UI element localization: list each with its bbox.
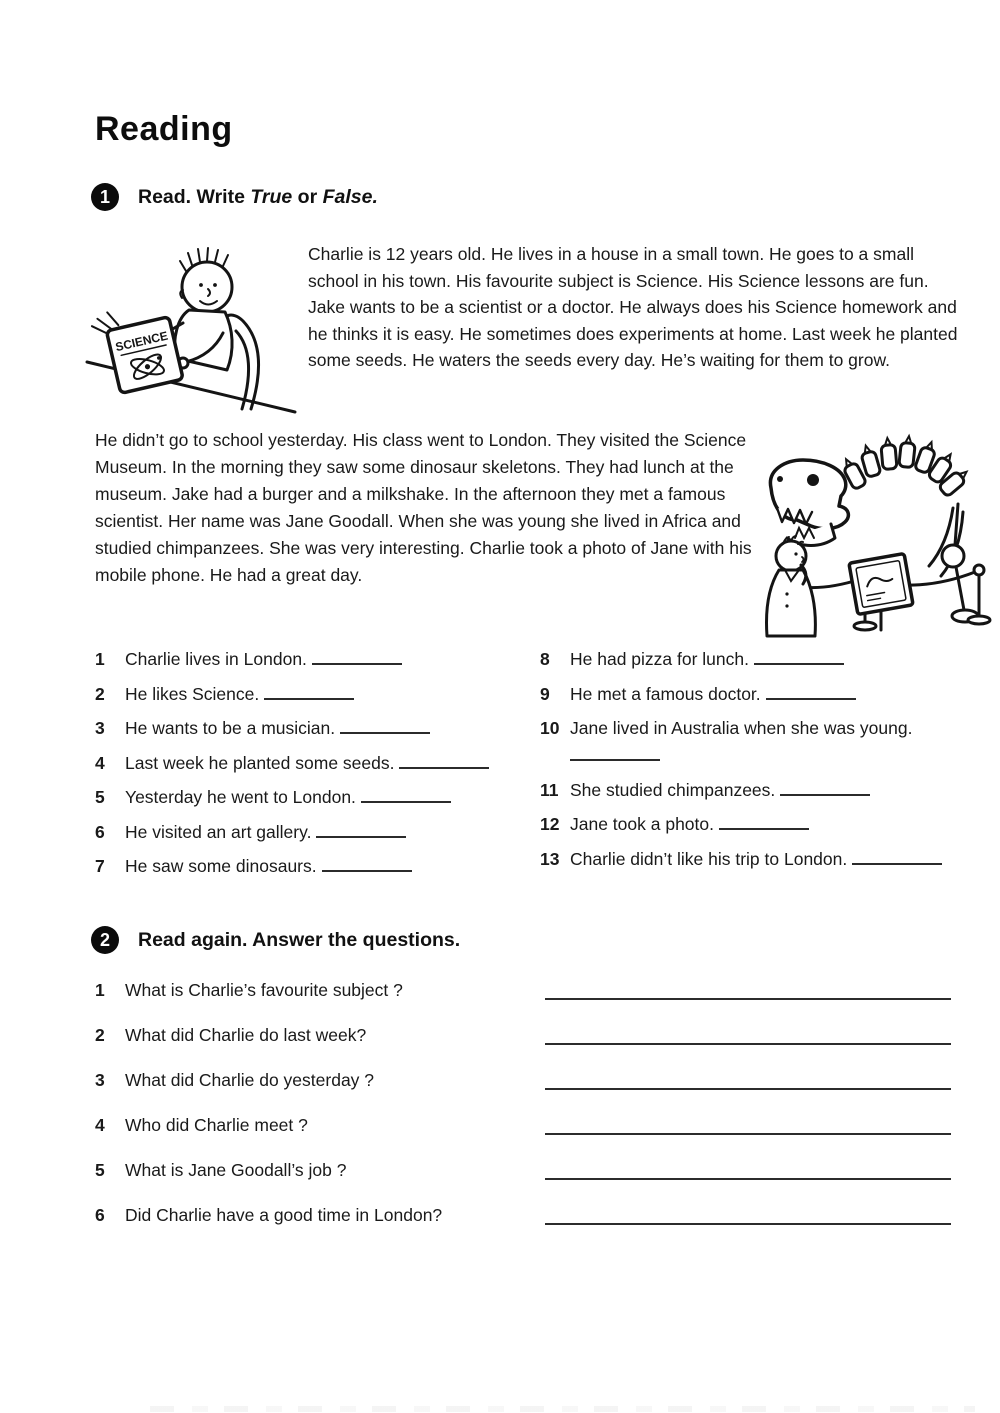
statement: Last week he planted some seeds. xyxy=(125,752,395,773)
tf-item-9 xyxy=(540,681,970,708)
item-number: 10 xyxy=(540,718,560,738)
tf-item-6 xyxy=(95,819,540,846)
info-sign xyxy=(849,554,913,630)
question-number: 6 xyxy=(95,1205,105,1225)
dinosaur-skeleton-icon xyxy=(757,424,995,640)
question-text: What is Jane Goodall’s job ? xyxy=(125,1160,347,1180)
statement: He wants to be a musician. xyxy=(125,718,336,738)
exercise2-number-badge: 2 xyxy=(91,926,119,954)
question-row-1 xyxy=(95,977,951,1004)
page-bottom-artifact xyxy=(150,1406,975,1412)
question-number: 3 xyxy=(95,1070,105,1090)
answer-line[interactable] xyxy=(545,1067,951,1090)
item-text xyxy=(570,681,968,708)
answer-blank[interactable] xyxy=(719,813,809,830)
answer-line[interactable] xyxy=(545,1202,951,1225)
tf-item-7 xyxy=(95,853,540,880)
item-text xyxy=(125,715,520,742)
tf-item-4 xyxy=(95,750,540,777)
exercise1-header xyxy=(91,183,378,211)
instruction-or-word: or xyxy=(297,185,318,208)
statement: Yesterday he went to London. xyxy=(125,787,356,807)
page-title: Reading xyxy=(95,110,233,148)
item-text xyxy=(125,784,520,811)
instruction-text: Read. Write xyxy=(138,185,245,208)
passage-block-1 xyxy=(85,241,958,420)
boy-reading-illustration xyxy=(85,241,297,420)
instruction-true-word: True xyxy=(250,185,293,208)
item-number: 5 xyxy=(95,787,105,807)
item-text xyxy=(125,853,520,880)
exercise1-instruction xyxy=(138,186,378,209)
answer-blank[interactable] xyxy=(754,648,844,665)
exercise2-header xyxy=(91,926,460,954)
true-false-column-left xyxy=(95,646,540,888)
item-number: 6 xyxy=(95,821,105,842)
item-number: 4 xyxy=(95,752,105,773)
question-text: What is Charlie’s favourite subject ? xyxy=(125,980,403,1000)
item-number: 3 xyxy=(95,718,105,738)
answer-blank[interactable] xyxy=(399,752,489,769)
reading-passage-2: He didn’t go to school yesterday. His class went to London. They visited the Science Museum. In the morning they saw some dinosaur skeletons. They had lunch at the museum. Jake had a burger and a milkshake. In the afternoon they met a famous scientist. Her name was Jane Goodall. When she was young she lived in Africa and studied chimpanzees. She was very interesting. Charlie took a photo of Jane with his mobile phone. He had a great day. xyxy=(95,430,752,585)
question-row-2 xyxy=(95,1022,951,1049)
museum-visitor xyxy=(767,536,816,636)
true-false-list xyxy=(95,646,970,888)
item-number: 13 xyxy=(540,848,560,869)
item-text xyxy=(125,681,520,708)
answer-blank[interactable] xyxy=(361,786,451,803)
exercise1-number-badge: 1 xyxy=(91,183,119,211)
question-number: 5 xyxy=(95,1160,105,1180)
answer-blank[interactable] xyxy=(766,683,856,700)
item-text xyxy=(570,811,968,838)
answer-line[interactable] xyxy=(545,1112,951,1135)
question-row-4 xyxy=(95,1112,951,1139)
statement: Jane took a photo. xyxy=(570,814,714,834)
true-false-column-right xyxy=(540,646,970,888)
tf-item-1 xyxy=(95,646,540,673)
question-number: 1 xyxy=(95,980,105,1000)
tf-item-12 xyxy=(540,811,970,838)
question-text: What did Charlie do last week? xyxy=(125,1025,367,1045)
item-number: 1 xyxy=(95,649,105,669)
book-cover-label: SCIENCE xyxy=(114,328,170,355)
statement: He saw some dinosaurs. xyxy=(125,856,317,876)
statement: He had pizza for lunch. xyxy=(570,649,749,669)
answer-line[interactable] xyxy=(545,1157,951,1180)
statement: He met a famous doctor. xyxy=(570,683,761,704)
tf-item-10 xyxy=(540,715,970,769)
answer-blank[interactable] xyxy=(316,821,406,838)
tf-item-2 xyxy=(95,681,540,708)
question-text: Did Charlie have a good time in London? xyxy=(125,1205,443,1225)
answer-blank[interactable] xyxy=(780,779,870,796)
instruction-false-word: False. xyxy=(322,185,378,208)
question-row-3 xyxy=(95,1067,951,1094)
item-number: 7 xyxy=(95,856,105,876)
item-text xyxy=(570,646,968,673)
answer-blank[interactable] xyxy=(340,717,430,734)
question-text: What did Charlie do yesterday ? xyxy=(125,1070,375,1090)
tf-item-5 xyxy=(95,784,540,811)
item-text xyxy=(570,715,968,769)
statement: He likes Science. xyxy=(125,683,260,704)
dino-spine xyxy=(840,435,971,497)
answer-line[interactable] xyxy=(545,1022,951,1045)
statement: Jane lived in Australia when she was young. xyxy=(570,718,913,738)
reading-passage-1: Charlie is 12 years old. He lives in a house in a small town. He goes to a small school in his town. His favourite subject is Science. His Science lessons are fun. Jake wants to be a scientist or a doctor. He always does his Science homework and he thinks it is easy. He sometimes does experiments at home. Last week he planted some seeds. He waters the seeds every day. He’s waiting for them to grow. xyxy=(308,244,958,371)
question-row-6 xyxy=(95,1202,951,1229)
tf-item-11 xyxy=(540,777,970,804)
answer-blank[interactable] xyxy=(570,744,660,761)
dino-eye-socket xyxy=(807,474,819,486)
tf-item-8 xyxy=(540,646,970,673)
tf-item-3 xyxy=(95,715,540,742)
question-row-5 xyxy=(95,1157,951,1184)
question-text: Who did Charlie meet ? xyxy=(125,1115,308,1135)
tf-item-13 xyxy=(540,846,970,873)
item-text xyxy=(570,777,968,804)
item-text xyxy=(125,750,520,777)
answer-blank[interactable] xyxy=(852,848,942,865)
answer-blank[interactable] xyxy=(322,855,412,872)
science-book xyxy=(90,299,183,396)
exercise2-instruction: Read again. Answer the questions. xyxy=(138,928,461,951)
statement: Charlie lives in London. xyxy=(125,649,307,669)
answer-blank[interactable] xyxy=(312,648,402,665)
item-number: 12 xyxy=(540,814,560,834)
item-number: 8 xyxy=(540,649,550,669)
item-number: 11 xyxy=(540,779,559,800)
item-text xyxy=(570,846,968,873)
item-text xyxy=(125,646,520,673)
statement: Charlie didn’t like his trip to London. xyxy=(570,848,848,869)
dinosaur-museum-illustration xyxy=(757,424,995,645)
statement: She studied chimpanzees. xyxy=(570,779,776,800)
boy-reading-book-icon xyxy=(85,241,297,415)
item-number: 2 xyxy=(95,683,105,704)
answer-line[interactable] xyxy=(545,977,951,1000)
dino-knee-joint xyxy=(942,545,964,567)
answer-blank[interactable] xyxy=(264,683,354,700)
item-number: 9 xyxy=(540,683,550,704)
question-number: 2 xyxy=(95,1025,105,1045)
statement: He visited an art gallery. xyxy=(125,821,312,842)
item-text xyxy=(125,819,520,846)
questions-list xyxy=(95,977,951,1247)
question-number: 4 xyxy=(95,1115,105,1135)
